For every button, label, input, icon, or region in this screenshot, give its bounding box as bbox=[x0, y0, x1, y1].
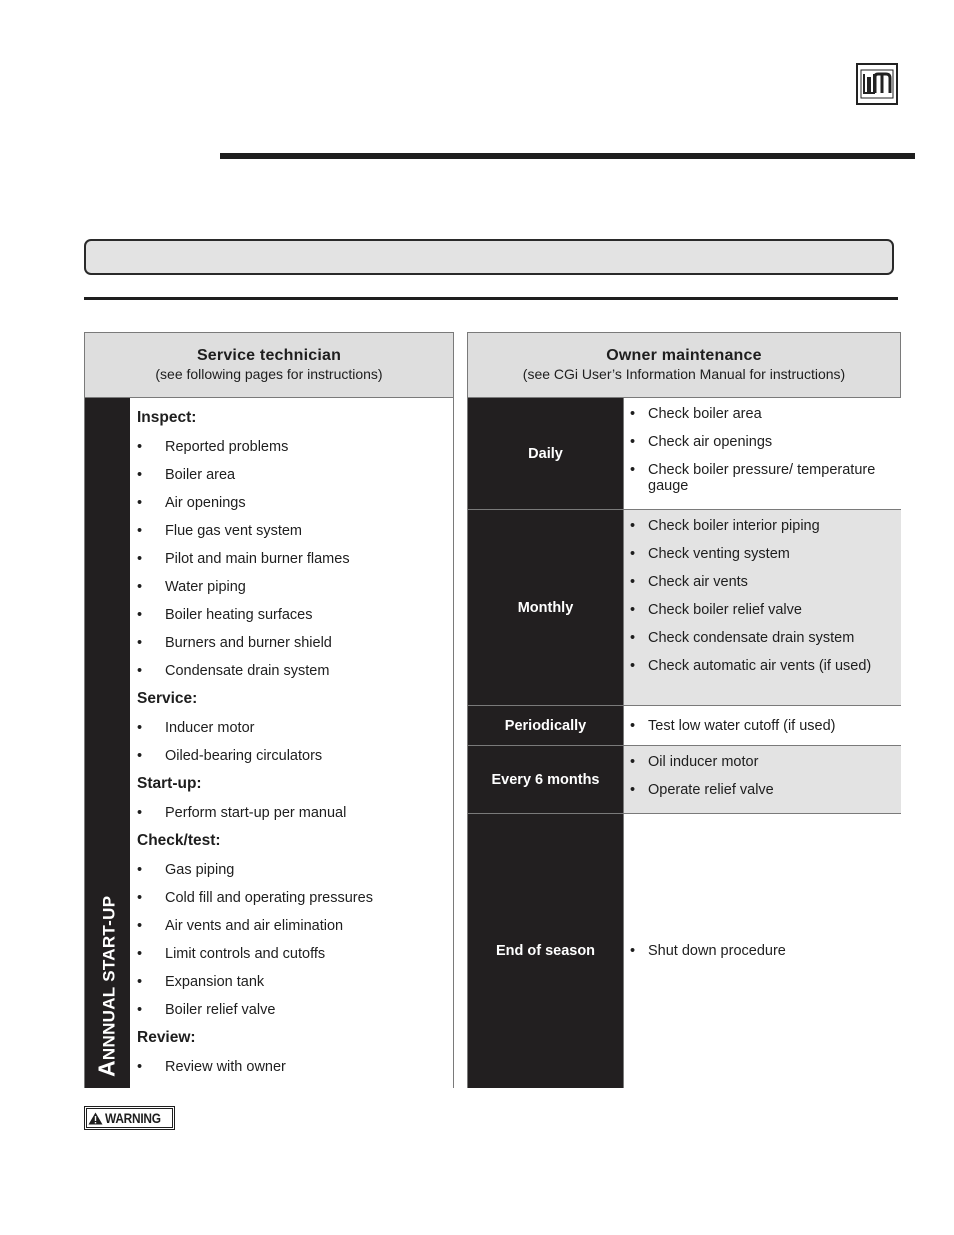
annual-startup-label bbox=[94, 896, 121, 1077]
list-item: • Shut down procedure bbox=[630, 943, 786, 959]
service-steps bbox=[137, 408, 447, 1085]
list-item: • Test low water cutoff (if used) bbox=[630, 718, 836, 734]
list-item: • Cold fill and operating pressures bbox=[137, 888, 447, 916]
task-list bbox=[624, 510, 901, 705]
section-banner bbox=[84, 239, 894, 275]
service-technician-title: Service technician bbox=[196, 347, 342, 364]
list-item: • Boiler relief valve bbox=[137, 1000, 447, 1028]
header-rule bbox=[220, 153, 915, 159]
list-item: • Check boiler pressure/ temperature gauge bbox=[630, 462, 893, 494]
wm-logo-mark bbox=[860, 69, 894, 99]
list-item: • Oil inducer motor bbox=[630, 754, 893, 770]
frequency-label: End of season bbox=[468, 814, 624, 1088]
list-item: • Reported problems bbox=[137, 437, 447, 465]
task-list bbox=[624, 398, 901, 509]
list-item: • Oiled-bearing circulators bbox=[137, 746, 447, 774]
wm-logo bbox=[856, 63, 898, 105]
task-list bbox=[624, 746, 901, 813]
annual-startup-label-initial: A bbox=[93, 1060, 120, 1077]
service-heading: Service: bbox=[137, 690, 198, 707]
warning-triangle-icon bbox=[88, 1112, 103, 1125]
list-item: • Pilot and main burner flames bbox=[137, 549, 447, 577]
list-item: • Check venting system bbox=[630, 546, 893, 562]
list-item: • Air openings bbox=[137, 493, 447, 521]
annual-startup-label-rest: NNNUAL START-UP bbox=[99, 895, 119, 1061]
task-list bbox=[624, 706, 901, 745]
list-item: • Boiler heating surfaces bbox=[137, 605, 447, 633]
service-technician-header bbox=[85, 333, 453, 398]
list-item: • Check boiler area bbox=[630, 406, 893, 422]
table-row-monthly bbox=[468, 510, 901, 706]
list-item: • Check air vents bbox=[630, 574, 893, 590]
review-heading: Review: bbox=[137, 1029, 196, 1046]
list-item: • Limit controls and cutoffs bbox=[137, 944, 447, 972]
warning-label: WARNING bbox=[105, 1110, 161, 1126]
list-item: • Gas piping bbox=[137, 860, 447, 888]
checktest-heading: Check/test: bbox=[137, 832, 221, 849]
owner-maintenance-subtitle: (see CGi User’s Information Manual for instructions) bbox=[522, 366, 846, 382]
list-item: • Inducer motor bbox=[137, 718, 447, 746]
list-item: • Flue gas vent system bbox=[137, 521, 447, 549]
list-item: • Check air openings bbox=[630, 434, 893, 450]
list-item: • Condensate drain system bbox=[137, 661, 447, 689]
section-rule bbox=[84, 297, 898, 300]
frequency-label: Monthly bbox=[468, 510, 624, 705]
list-item: • Air vents and air elimination bbox=[137, 916, 447, 944]
frequency-label: Periodically bbox=[468, 706, 624, 745]
warning-badge bbox=[84, 1106, 175, 1130]
service-technician-subtitle: (see following pages for instructions) bbox=[155, 366, 383, 382]
list-item: • Operate relief valve bbox=[630, 782, 893, 798]
list-item: • Check condensate drain system bbox=[630, 630, 893, 646]
service-technician-panel bbox=[84, 332, 454, 1088]
frequency-label: Daily bbox=[468, 398, 624, 509]
list-item: • Review with owner bbox=[137, 1057, 447, 1085]
table-row-every-6-months bbox=[468, 746, 901, 814]
warning-badge-inner bbox=[86, 1108, 173, 1128]
owner-maintenance-header bbox=[468, 333, 901, 398]
list-item: • Check boiler relief valve bbox=[630, 602, 893, 618]
table-row-daily bbox=[468, 398, 901, 510]
frequency-label: Every 6 months bbox=[468, 746, 624, 813]
table-row-end-of-season bbox=[468, 814, 901, 1088]
startup-heading: Start-up: bbox=[137, 775, 202, 792]
task-list bbox=[624, 814, 901, 1088]
owner-maintenance-panel bbox=[467, 332, 901, 1088]
owner-maintenance-title: Owner maintenance bbox=[606, 347, 762, 364]
list-item: • Boiler area bbox=[137, 465, 447, 493]
list-item: • Check boiler interior piping bbox=[630, 518, 893, 534]
inspect-heading: Inspect: bbox=[137, 409, 197, 426]
list-item: • Check automatic air vents (if used) bbox=[630, 658, 893, 674]
list-item: • Perform start-up per manual bbox=[137, 803, 447, 831]
table-row-periodically bbox=[468, 706, 901, 746]
list-item: • Water piping bbox=[137, 577, 447, 605]
list-item: • Burners and burner shield bbox=[137, 633, 447, 661]
list-item: • Expansion tank bbox=[137, 972, 447, 1000]
